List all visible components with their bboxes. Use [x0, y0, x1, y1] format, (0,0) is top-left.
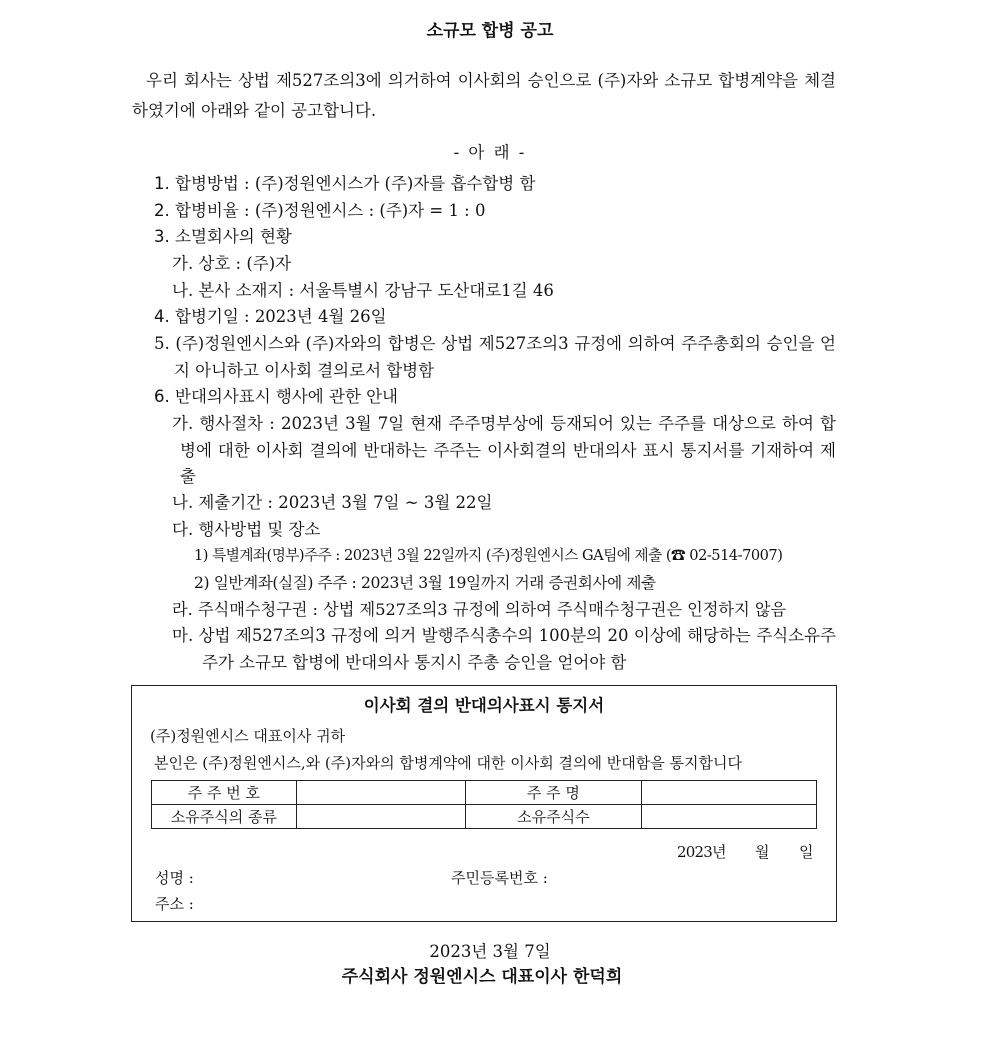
share-count-label: 소유주식수: [465, 805, 642, 829]
notice-date: 2023년 3월 7일: [429, 942, 551, 961]
item-1-body: : (주)정원엔시스가 (주)자를 흡수합병 함: [238, 174, 536, 193]
item-3-b: 나. 본사 소재지 : 서울특별시 강남구 도산대로1길 46: [172, 281, 554, 300]
item-6-a: 가. 행사절차 : 2023년 3월 7일 현재 주주명부상에 등재되어 있는 주주를 대상으로 하여 합병에 대한 이사회 결의에 반대하는 주주는 이사회결의 반대의사 표시 통지서를 기재하여 제출: [172, 414, 836, 486]
form-resident-number-label: 주민등록번호 :: [451, 869, 548, 887]
item-4: [154, 304, 387, 331]
item-6-c: 다. 행사방법 및 장소: [172, 520, 321, 539]
item-3-a: 가. 상호 : (주)자: [172, 254, 292, 273]
item-6-e: 마. 상법 제527조의3 규정에 의거 발행주식총수의 100분의 20 이상에 해당하는 주식소유주주가 소규모 합병에 반대의사 통지시 주총 승인을 얻어야 함: [172, 626, 836, 672]
item-6-number: 6.: [154, 387, 170, 406]
item-4-body: : 2023년 4월 26일: [238, 307, 387, 326]
item-1-number: 1.: [154, 174, 170, 193]
item-1-heading: 합병방법: [175, 174, 239, 193]
item-6-c-1: 1) 특별계좌(명부)주주 : 2023년 3월 22일까지 (주)정원엔시스 GA팀에 제출 (☎ 02-514-7007): [194, 547, 783, 564]
form-statement: 본인은 (주)정원엔시스,와 (주)자와의 합병계약에 대한 이사회 결의에 반대함을 통지합니다: [154, 754, 742, 772]
shareholder-number-label: 주 주 번 호: [152, 781, 297, 805]
item-2-body: : (주)정원엔시스 : (주)자 = 1 : 0: [238, 201, 486, 220]
item-4-number: 4.: [154, 307, 170, 326]
item-6-d: 라. 주식매수청구권 : 상법 제527조의3 규정에 의하여 주식매수청구권은 인정하지 않음: [172, 600, 787, 619]
item-6-b: 나. 제출기간 : 2023년 3월 7일 ~ 3월 22일: [172, 493, 493, 512]
table-row: [152, 805, 817, 829]
item-2-number: 2.: [154, 201, 170, 220]
signatory: 주식회사 정원엔시스 대표이사 한덕희: [341, 967, 623, 987]
item-3-number: 3.: [154, 227, 170, 246]
item-6-heading: 반대의사표시 행사에 관한 안내: [175, 387, 398, 406]
item-3: [154, 224, 292, 251]
item-1: [154, 171, 535, 198]
form-name-label: 성명 :: [155, 869, 194, 887]
form-date-day: 일: [799, 843, 814, 861]
objection-notice-form: [131, 685, 837, 922]
form-date-year: 2023년: [677, 843, 726, 861]
item-6: [154, 384, 398, 411]
shareholder-name-field[interactable]: [642, 781, 817, 805]
shareholder-number-field[interactable]: [296, 781, 465, 805]
form-addressee: (주)정원엔시스 대표이사 귀하: [150, 727, 346, 745]
item-4-heading: 합병기일: [175, 307, 239, 326]
table-row: [152, 781, 817, 805]
shareholder-name-label: 주 주 명: [465, 781, 642, 805]
share-type-field[interactable]: [296, 805, 465, 829]
section-divider-label: - 아 래 -: [453, 143, 527, 162]
document-title: 소규모 합병 공고: [426, 21, 554, 41]
item-6-c-2: 2) 일반계좌(실질) 주주 : 2023년 3월 19일까지 거래 증권회사에 제출: [194, 574, 656, 592]
item-3-heading: 소멸회사의 현황: [175, 227, 292, 246]
item-2-heading: 합병비율: [175, 201, 239, 220]
form-title: 이사회 결의 반대의사표시 통지서: [363, 696, 605, 715]
share-count-field[interactable]: [642, 805, 817, 829]
intro-paragraph: 우리 회사는 상법 제527조의3에 의거하여 이사회의 승인으로 (주)자와 소규모 합병계약을 체결하였기에 아래와 같이 공고합니다.: [132, 71, 836, 120]
shareholder-table: [151, 780, 817, 829]
share-type-label: 소유주식의 종류: [152, 805, 297, 829]
form-address-label: 주소 :: [155, 895, 194, 913]
form-date-month: 월: [755, 843, 770, 861]
item-2: [154, 198, 485, 225]
item-5: 5. (주)정원엔시스와 (주)자와의 합병은 상법 제527조의3 규정에 의하여 주주총회의 승인을 얻지 아니하고 이사회 결의로서 합병함: [154, 334, 836, 380]
